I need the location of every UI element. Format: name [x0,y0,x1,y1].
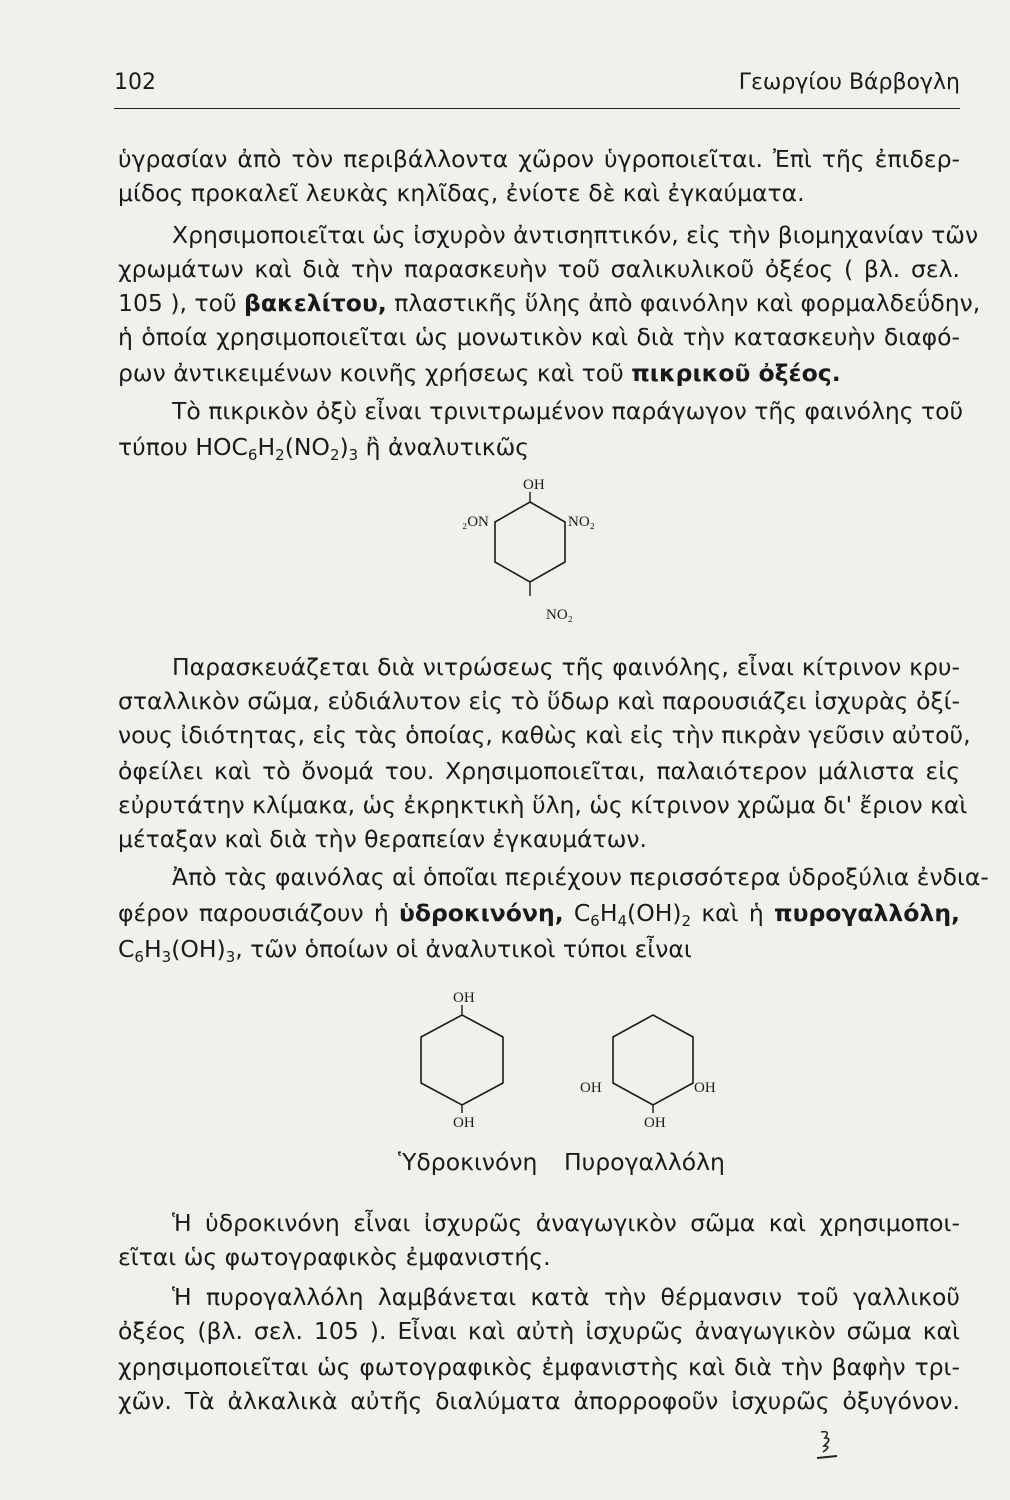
subscript: 2 [329,446,340,464]
picric-acid-structure [460,474,610,639]
bold-term-picric-acid: πικρικοῦ ὀξέος. [631,359,841,387]
text-line-11: σταλλικὸν σῶμα, εὐδιάλυτον εἰς τὸ ὕδωρ καὶ παρουσιάζει ἰσχυρὰς ὀξί- [118,687,960,715]
subscript: 3 [161,948,172,966]
text-span: C [563,899,591,927]
text-line-14: εὐρυτάτην κλίμακα, ὡς ἐκρηκτικὴ ὕλη, ὡς κίτρινον χρῶμα δι' ἔριον καὶ [118,791,968,819]
text-span: τύπου HOC [118,433,248,461]
page-header [114,70,960,110]
bold-term-hydroquinone: ὑδροκινόνη, [398,899,564,927]
text-line-19: Ἡ ὑδροκινόνη εἶναι ἰσχυρῶς ἀναγωγικὸν σῶμα καὶ χρησιμοποι- [172,1209,960,1237]
subscript: 2 [275,446,285,464]
oh-label: OH [523,477,545,493]
text-span: φέρον παρουσιάζουν ἡ [118,899,399,927]
subscript: 2 [681,912,692,930]
benzene-ring [421,1015,503,1105]
text-line-9 [118,430,960,464]
text-span: ἢ ἀναλυτικῶς [358,433,530,461]
text-line-18 [118,932,960,966]
subscript: 3 [225,948,236,966]
text-line-1: ὑγρασίαν ἀπὸ τὸν περιβάλλοντα χῶρον ὑγροποιεῖται. Ἐπὶ τῆς ἐπιδερ- [118,145,960,173]
page-number: 102 [114,70,156,95]
text-line-7 [118,356,960,390]
oh-bottom-label: OH [644,1115,666,1131]
benzene-ring [613,1015,693,1105]
text-line-22: ὀξέος (βλ. σελ. 105 ). Εἶναι καὶ αὐτὴ ἰσχυρῶς ἀναγωγικὸν σῶμα καὶ [118,1317,960,1345]
text-span: καὶ ἡ [691,899,774,927]
text-span: ) [339,433,349,461]
hydroquinone-caption: Ὑδροκινόνη [398,1148,538,1176]
text-span: C [118,935,135,963]
text-span: πλαστικῆς ὕλης ἀπὸ φαινόλην καὶ φορμαλδεΰδην, [386,289,981,317]
subscript: 3 [348,446,359,464]
text-line-15: μέταξαν καὶ διὰ τὴν θεραπείαν ἐγκαυμάτων. [118,825,647,853]
text-span: (OH) [627,899,682,927]
text-line-20: εῖται ὡς φωτογραφικὸς ἐμφανιστής. [118,1243,551,1271]
text-span: (OH) [171,935,226,963]
text-span: ρων ἀντικειμένων κοινῆς χρήσεως καὶ τοῦ [118,359,632,387]
text-line-16: Ἀπὸ τὰς φαινόλας αἱ ὁποῖαι περιέχουν περισσότερα ὑδροξύλια ἐνδια- [172,863,989,891]
subscript: 6 [590,912,600,930]
bold-term-bakelite: βακελίτου, [244,289,387,317]
pyrogallol-caption: Πυρογαλλόλη [564,1148,725,1176]
oh-left-label: OH [580,1080,602,1096]
text-line-12: νους ἰδιότητας, εἰς τὰς ὁποίας, καθὼς καὶ εἰς τὴν πικρὰν γεῦσιν αὐτοῦ, [118,721,971,749]
oh-top-label: OH [453,990,475,1006]
benzene-ring [495,502,565,582]
oh-right-label: OH [694,1080,716,1096]
hydroquinone-structure [400,985,520,1140]
text-line-4: χρωμάτων καὶ διὰ τὴν παρασκευὴν τοῦ σαλικυλικοῦ ὀξέος ( βλ. σελ. [118,255,960,283]
printer-mark [815,1428,841,1467]
text-span: (NO [284,433,330,461]
mark-underline [817,1456,837,1458]
running-head: Γεωργίου Βάρβογλη [738,70,960,95]
subscript: 6 [134,948,144,966]
text-line-3: Χρησιμοποιεῖται ὡς ἰσχυρὸν ἀντισηπτικόν, εἰς τὴν βιομηχανίαν τῶν [172,221,979,249]
subscript: 4 [617,912,628,930]
text-line-24: χῶν. Τὰ ἀλκαλικὰ αὐτῆς διαλύματα ἀπορροφοῦν ἰσχυρῶς ὀξυγόνον. [118,1387,960,1415]
text-span: H [257,433,276,461]
header-rule [114,108,960,109]
mark-stroke [821,1432,829,1452]
pyrogallol-structure [578,985,728,1140]
no2-bottom-label: NO₂ [546,607,573,623]
text-line-2: μίδος προκαλεῖ λευκὰς κηλῖδας, ἐνίοτε δὲ καὶ ἐγκαύματα. [118,179,805,207]
text-line-6: ἡ ὁποία χρησιμοποιεῖται ὡς μονωτικὸν καὶ διὰ τὴν κατασκευὴν διαφό- [118,323,960,351]
text-line-17 [118,896,960,930]
text-line-23: χρησιμοποιεῖται ὡς φωτογραφικὸς ἐμφανιστὴς καὶ διὰ τὴν βαφὴν τρι- [118,1353,960,1381]
subscript: 6 [247,446,258,464]
no2-left-label: ₂ON [462,514,489,530]
text-span: H [599,899,618,927]
text-line-10: Παρασκευάζεται διὰ νιτρώσεως τῆς φαινόλης, εἶναι κίτρινον κρυ- [172,653,960,681]
text-span: , τῶν ὁποίων οἱ ἀναλυτικοὶ τύποι εἶναι [235,935,692,963]
text-line-13: ὀφείλει καὶ τὸ ὄνομά του. Χρησιμοποιεῖται, παλαιότερον μάλιστα εἰς [118,757,960,785]
no2-right-label: NO₂ [568,514,595,530]
text-span: 105 ), τοῦ [118,289,245,317]
text-span: H [143,935,162,963]
text-line-8: Τὸ πικρικὸν ὀξὺ εἶναι τρινιτρωμένον παράγωγον τῆς φαινόλης τοῦ [172,397,964,425]
text-line-5 [118,286,981,320]
bold-term-pyrogallol: πυρογαλλόλη, [773,899,960,927]
text-line-21: Ἡ πυρογαλλόλη λαμβάνεται κατὰ τὴν θέρμανσιν τοῦ γαλλικοῦ [172,1283,960,1311]
oh-bottom-label: OH [453,1115,475,1131]
